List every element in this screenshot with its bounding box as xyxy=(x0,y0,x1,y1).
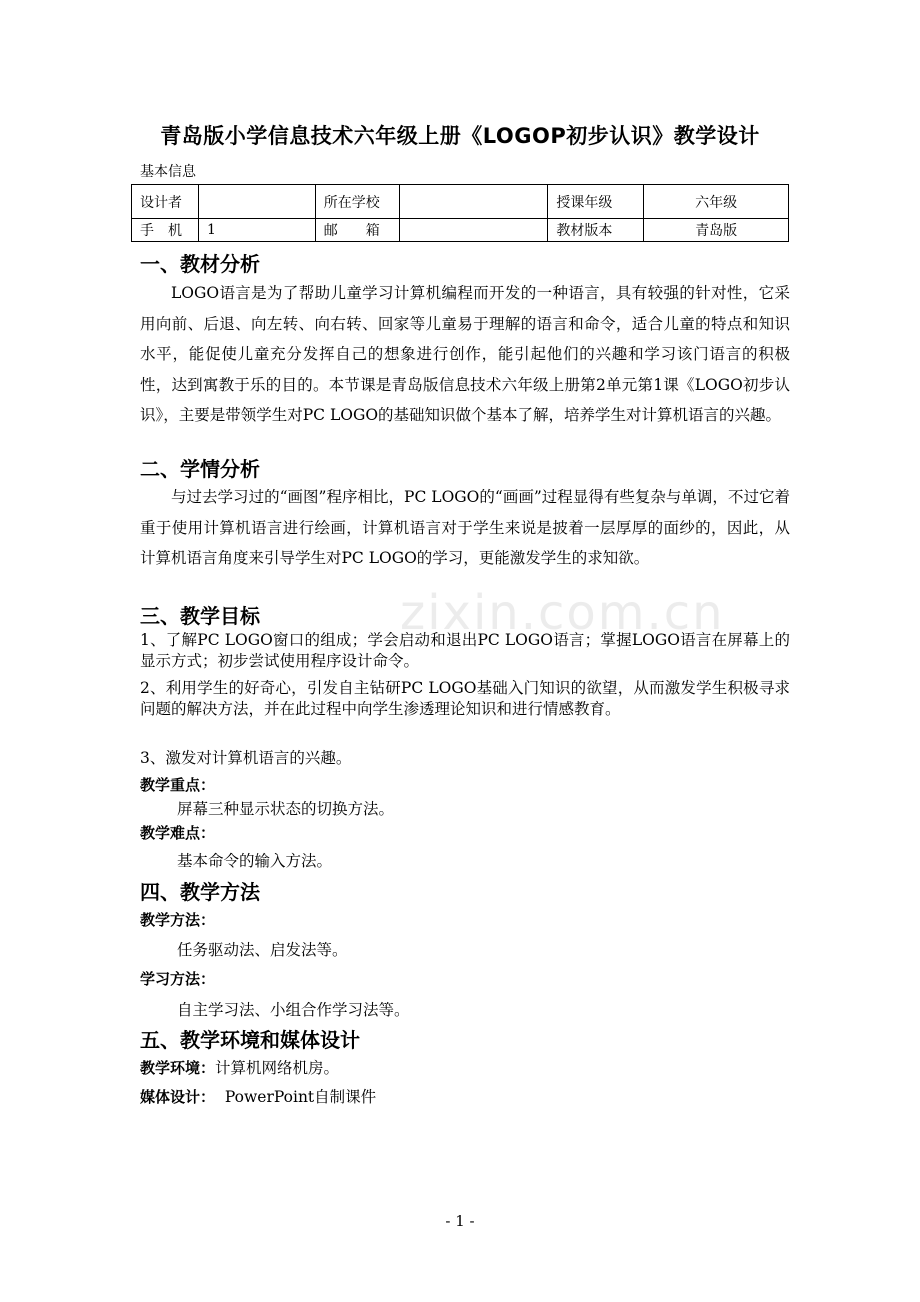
table-cell: 手 机 xyxy=(132,219,199,242)
table-cell: 授课年级 xyxy=(548,185,644,219)
media-text: PowerPoint自制课件 xyxy=(224,1088,377,1106)
section-heading: 一、教材分析 xyxy=(140,252,260,276)
document-title: 青岛版小学信息技术六年级上册《LOGOP初步认识》教学设计 xyxy=(160,124,760,148)
table-cell: 设计者 xyxy=(132,185,199,219)
table-cell xyxy=(399,185,548,219)
table-cell xyxy=(399,219,548,242)
page-number: - 1 - xyxy=(445,1212,475,1230)
difficulty-label: 教学难点： xyxy=(140,824,216,842)
info-table xyxy=(131,184,789,242)
learning-method-text: 自主学习法、小组合作学习法等。 xyxy=(177,1001,410,1019)
key-point-label: 教学重点： xyxy=(140,776,216,794)
table-cell xyxy=(198,185,315,219)
teaching-method-label: 教学方法： xyxy=(140,911,216,929)
basic-info-label: 基本信息 xyxy=(140,164,196,180)
goal-item: 2、利用学生的好奇心，引发自主钻研PC LOGO基础入门知识的欲望，从而激发学生积极寻求问题的解决方法，并在此过程中向学生渗透理论知识和进行情感教育。 xyxy=(140,679,790,718)
goal-item: 1、了解PC LOGO窗口的组成；学会启动和退出PC LOGO语言；掌握LOGO语言在屏幕上的显示方式；初步尝试使用程序设计命令。 xyxy=(140,631,790,670)
section-heading: 四、教学方法 xyxy=(140,880,260,904)
environment-line xyxy=(140,1056,339,1078)
goal-item: 3、激发对计算机语言的兴趣。 xyxy=(140,749,352,767)
media-label: 媒体设计： xyxy=(140,1088,216,1106)
teaching-method-text: 任务驱动法、启发法等。 xyxy=(177,941,348,959)
table-cell: 教材版本 xyxy=(548,219,644,242)
table-row xyxy=(132,219,789,242)
table-row xyxy=(132,185,789,219)
table-cell: 1 xyxy=(198,219,315,242)
difficulty-text: 基本命令的输入方法。 xyxy=(177,852,333,870)
table-cell: 青岛版 xyxy=(644,219,789,242)
table-cell: 所在学校 xyxy=(315,185,399,219)
section-heading: 五、教学环境和媒体设计 xyxy=(140,1028,360,1052)
section-paragraph: LOGO语言是为了帮助儿童学习计算机编程而开发的一种语言，具有较强的针对性，它采用向前、后退、向左转、向右转、回家等儿童易于理解的语言和命令，适合儿童的特点和知识水平，能促使儿童充分发挥自己的想象进行创作，能引起他们的兴趣和学习该门语言的积极性，达到寓教于乐的目的。本节课是青岛版信息技术六年级上册第2单元第1课《LOGO初步认识》，主要是带领学生对PC LOGO的基础知识做个基本了解，培养学生对计算机语言的兴趣。 xyxy=(140,284,790,424)
section-paragraph: 与过去学习过的“画图”程序相比，PC LOGO的“画画”过程显得有些复杂与单调，不过它着重于使用计算机语言进行绘画，计算机语言对于学生来说是披着一层厚厚的面纱的，因此，从计算机语言角度来引导学生对PC LOGO的学习，更能激发学生的求知欲。 xyxy=(140,488,790,567)
environment-label: 教学环境： xyxy=(140,1059,216,1077)
watermark: zixin.com.cn xyxy=(400,585,725,641)
key-point-text: 屏幕三种显示状态的切换方法。 xyxy=(177,800,395,818)
table-cell: 邮 箱 xyxy=(315,219,399,242)
section-heading: 三、教学目标 xyxy=(140,604,260,628)
environment-text: 计算机网络机房。 xyxy=(215,1059,340,1077)
table-cell: 六年级 xyxy=(644,185,789,219)
learning-method-label: 学习方法： xyxy=(140,970,216,988)
media-line xyxy=(140,1085,376,1107)
section-heading: 二、学情分析 xyxy=(140,457,260,481)
